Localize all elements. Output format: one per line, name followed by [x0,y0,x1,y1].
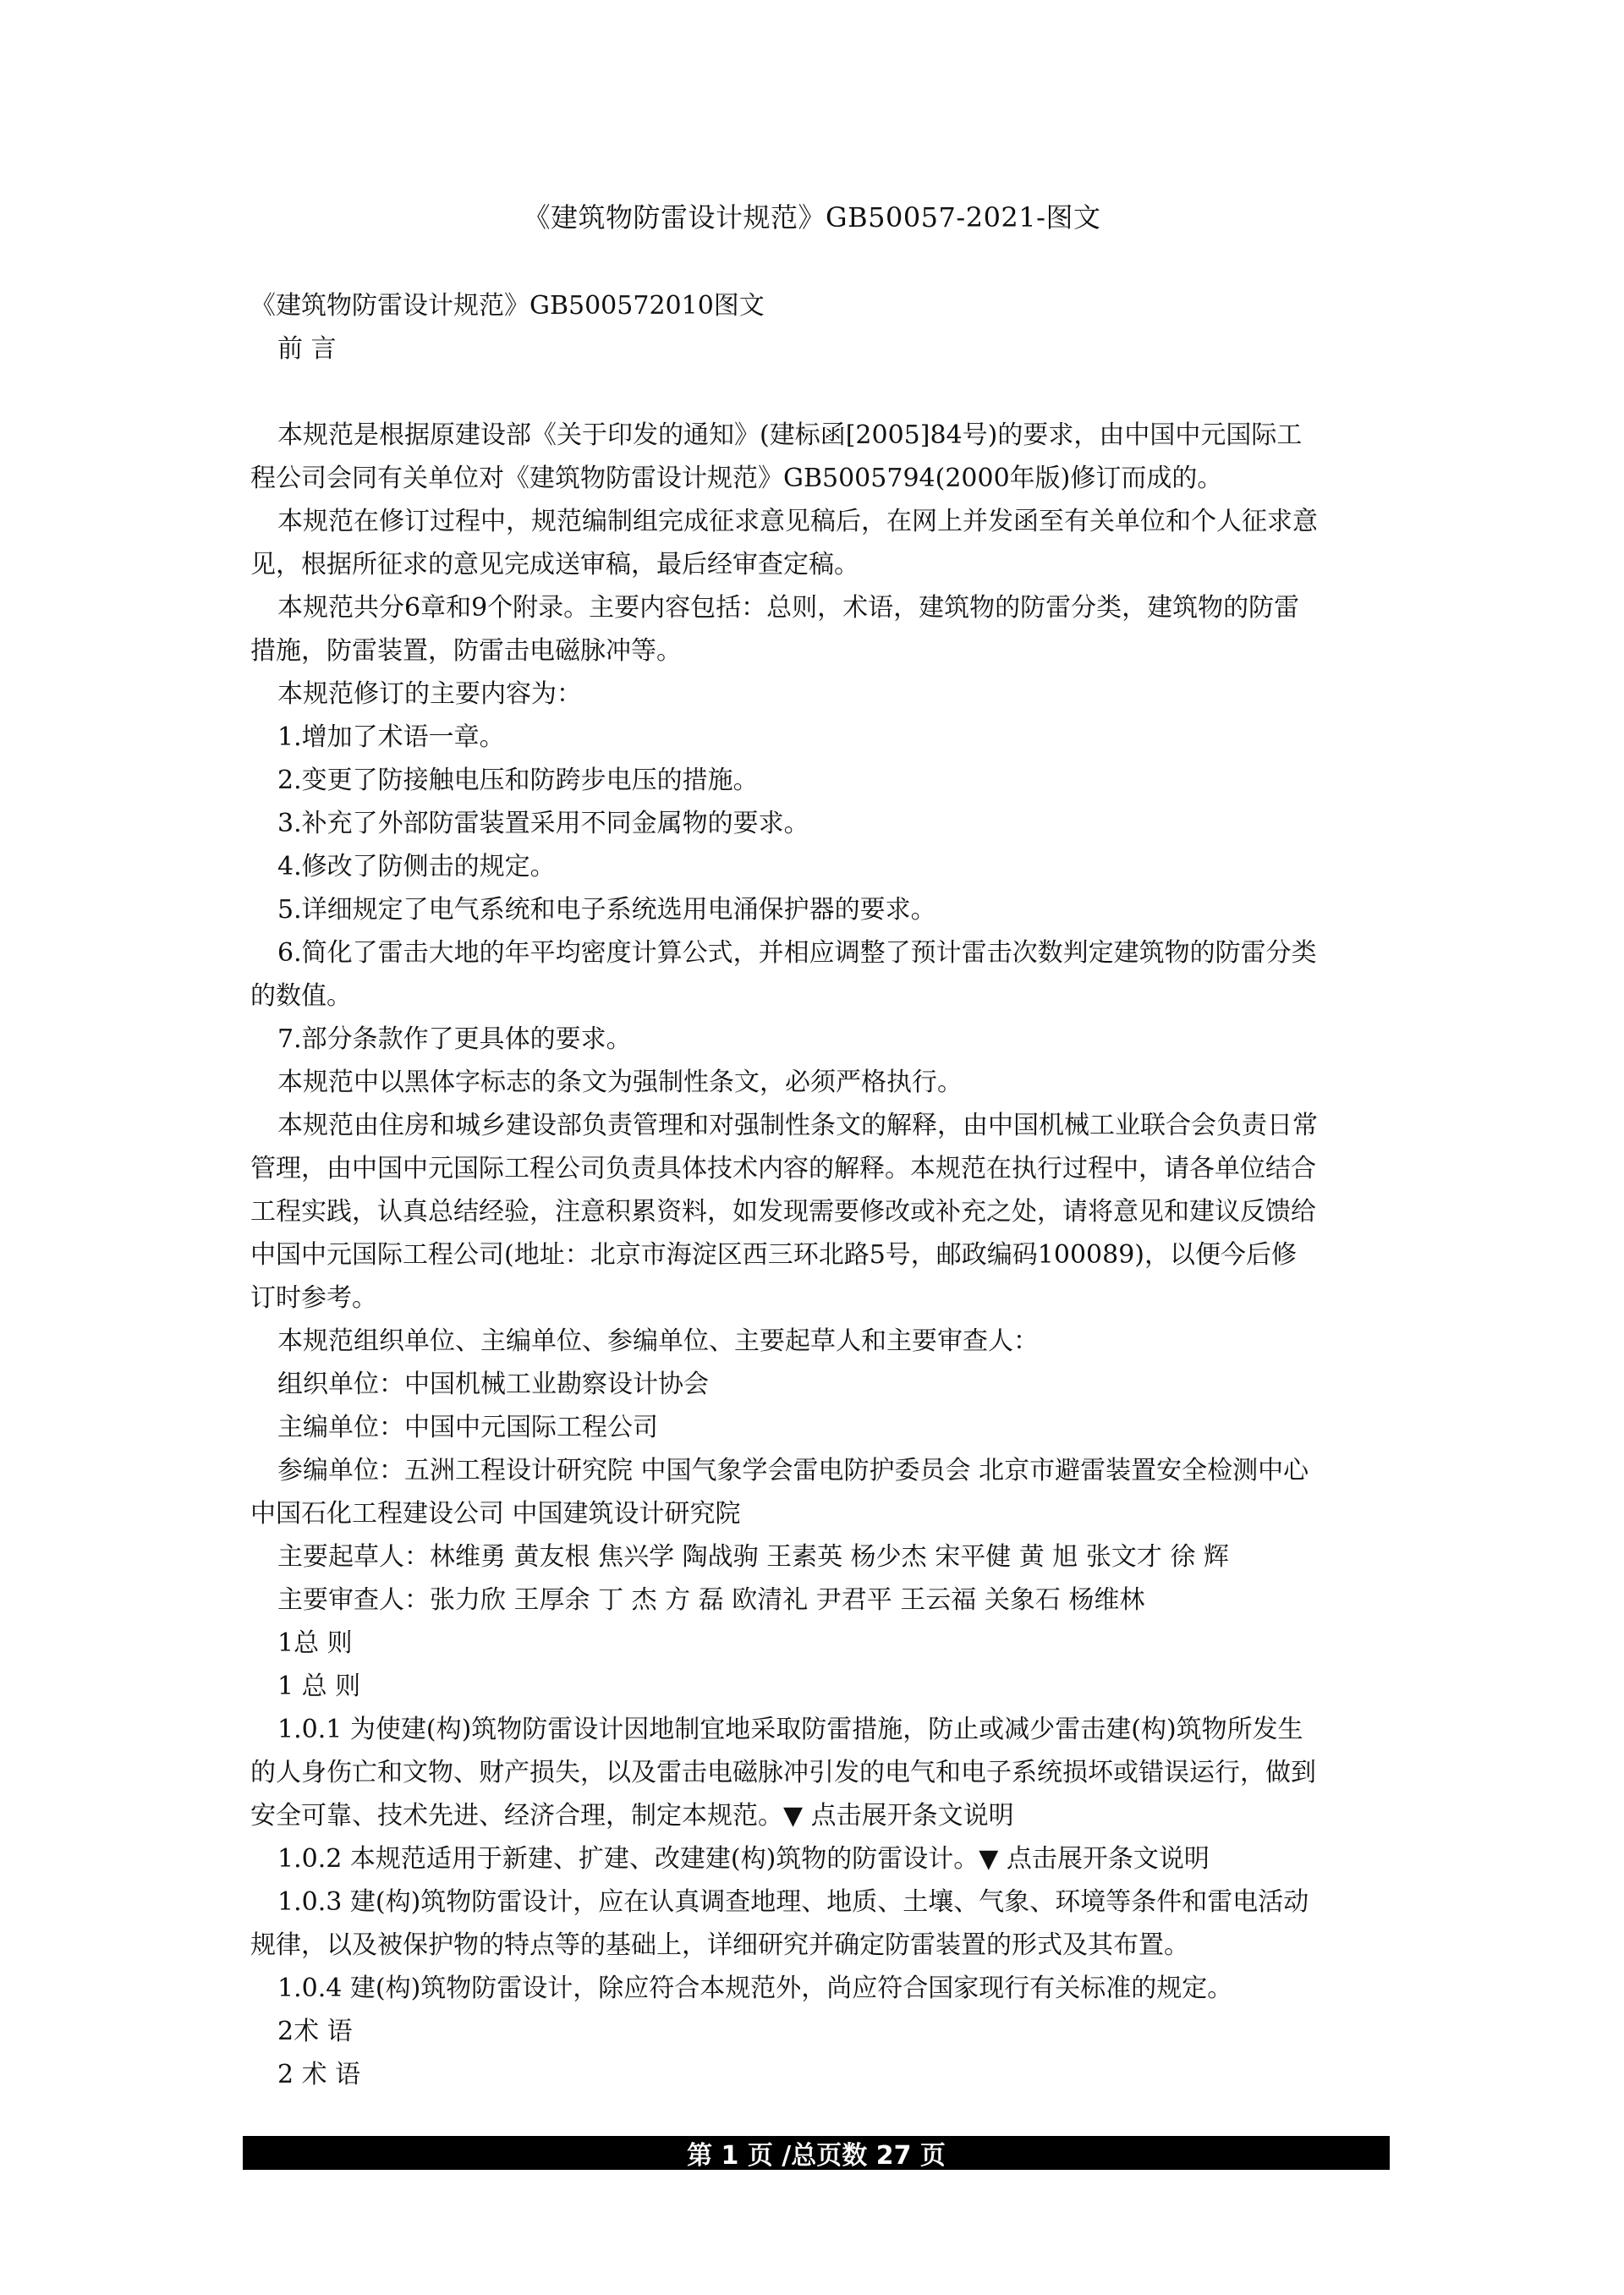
text-line: 参编单位：五洲工程设计研究院 中国气象学会雷电防护委员会 北京市避雷装置安全检测中心 [277,1456,1309,1485]
text-line: 主编单位：中国中元国际工程公司 [277,1413,658,1442]
text-line: 1 总 则 [277,1672,361,1701]
text-line: 主要起草人：林维勇 黄友根 焦兴学 陶战驹 王素英 杨少杰 宋平健 黄 旭 张文才 徐 辉 [277,1542,1229,1572]
text-line: 7.部分条款作了更具体的要求。 [277,1024,632,1054]
text-line: 4.修改了防侧击的规定。 [277,852,556,881]
text-line: 工程实践，认真总结经验，注意积累资料，如发现需要修改或补充之处，请将意见和建议反馈给 [250,1197,1316,1227]
text-line: 本规范在修订过程中，规范编制组完成征求意见稿后，在网上并发函至有关单位和个人征求意 [277,507,1318,536]
text-line: 的人身伤亡和文物、财产损失，以及雷击电磁脉冲引发的电气和电子系统损坏或错误运行，做到 [250,1758,1316,1787]
text-line: 5.详细规定了电气系统和电子系统选用电涌保护器的要求。 [277,895,936,925]
text-line: 中国石化工程建设公司 中国建筑设计研究院 [250,1499,741,1529]
text-line: 组织单位：中国机械工业勘察设计协会 [277,1370,709,1399]
text-line: 2.变更了防接触电压和防跨步电压的措施。 [277,766,759,795]
text-line: 管理，由中国中元国际工程公司负责具体技术内容的解释。本规范在执行过程中，请各单位结合 [250,1154,1316,1183]
text-line: 订时参考。 [250,1283,377,1313]
text-line: 《建筑物防雷设计规范》GB500572010图文 [250,291,765,321]
text-line [250,371,1401,414]
text-line: 本规范是根据原建设部《关于印发的通知》(建标函[2005]84号)的要求，由中国中元国际工 [277,420,1303,450]
page-footer [243,2136,1390,2170]
text-line: 1.增加了术语一章。 [277,722,505,752]
text-line: 本规范修订的主要内容为： [277,679,582,709]
text-line: 前 言 [277,334,337,364]
text-line: 1.0.1 为使建(构)筑物防雷设计因地制宜地采取防雷措施，防止或减少雷击建(构)筑物所发生 [277,1715,1303,1744]
text-line: 主要审查人：张力欣 王厚余 丁 杰 方 磊 欧清礼 尹君平 王云福 关象石 杨维林 [277,1585,1145,1615]
text-line: 2 术 语 [277,2060,361,2089]
text-line: 本规范由住房和城乡建设部负责管理和对强制性条文的解释，由中国机械工业联合会负责日常 [277,1111,1318,1140]
page-title: 《建筑物防雷设计规范》GB50057-2021-图文 [523,201,1101,233]
text-line: 的数值。 [250,981,352,1011]
page-number-label: 第 1 页 /总页数 27 页 [687,2141,946,2171]
text-line: 本规范组织单位、主编单位、参编单位、主要起草人和主要审查人： [277,1326,1039,1356]
text-line: 中国中元国际工程公司(地址：北京市海淀区西三环北路5号，邮政编码100089)，以便今后修 [250,1240,1298,1270]
text-line: 2术 语 [277,2017,353,2046]
text-line: 本规范共分6章和9个附录。主要内容包括：总则，术语，建筑物的防雷分类，建筑物的防雷 [277,593,1300,623]
text-line: 1总 则 [277,1628,353,1658]
text-line: 1.0.4 建(构)筑物防雷设计，除应符合本规范外，尚应符合国家现行有关标准的规定。 [277,1974,1233,2003]
text-line: 6.简化了雷击大地的年平均密度计算公式，并相应调整了预计雷击次数判定建筑物的防雷分类 [277,938,1317,968]
text-line: 本规范中以黑体字标志的条文为强制性条文，必须严格执行。 [277,1068,963,1097]
document-body [250,284,1401,2096]
text-line: 3.补充了外部防雷装置采用不同金属物的要求。 [277,809,809,838]
text-line: 程公司会同有关单位对《建筑物防雷设计规范》GB5005794(2000年版)修订而成的。 [250,464,1223,493]
text-line: 见，根据所征求的意见完成送审稿，最后经审查定稿。 [250,550,859,579]
text-line: 1.0.2 本规范适用于新建、扩建、改建建(构)筑物的防雷设计。▼ 点击展开条文说明 [277,1844,1210,1874]
text-line: 规律，以及被保护物的特点等的基础上，详细研究并确定防雷装置的形式及其布置。 [250,1930,1189,1960]
text-line: 安全可靠、技术先进、经济合理，制定本规范。▼ 点击展开条文说明 [250,1801,1014,1831]
text-line: 措施，防雷装置，防雷击电磁脉冲等。 [250,636,682,666]
text-line: 1.0.3 建(构)筑物防雷设计，应在认真调查地理、地质、土壤、气象、环境等条件和雷电活动 [277,1887,1309,1917]
